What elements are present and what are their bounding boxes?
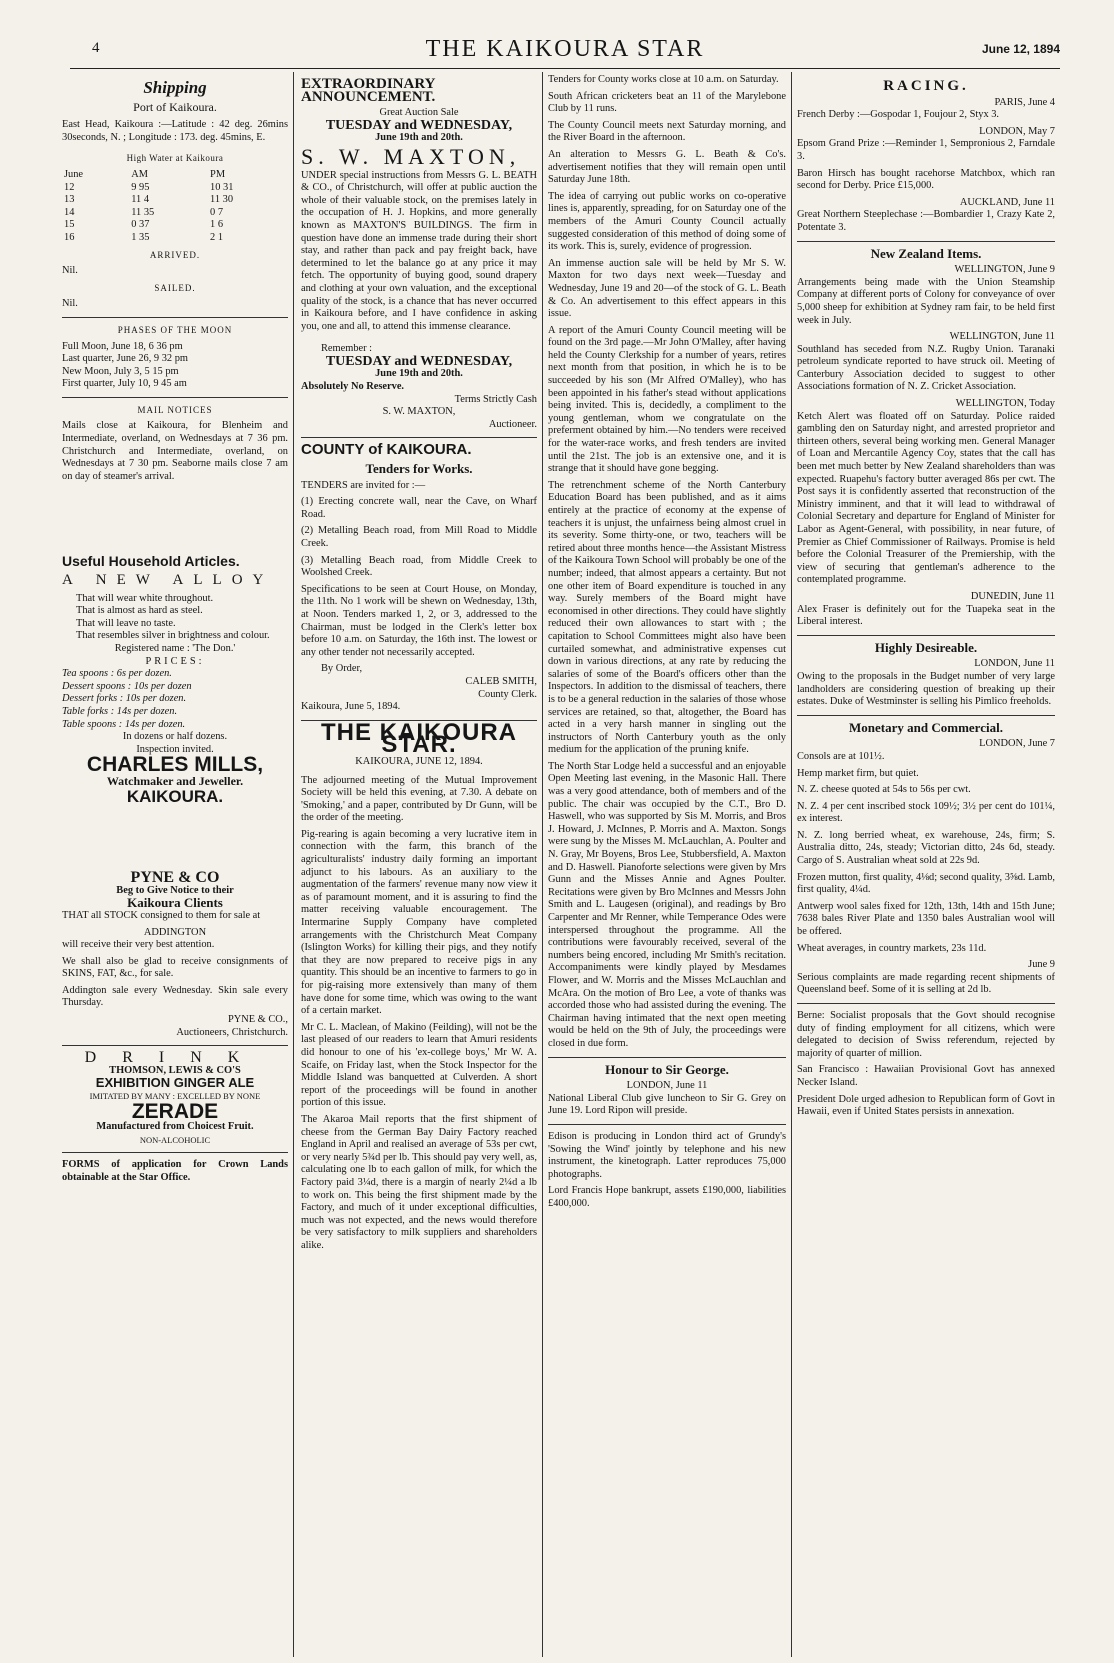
highly-desireable-heading: Highly Desireable. (874, 639, 978, 655)
dateline: WELLINGTON, June 9 (954, 264, 1055, 276)
news-paragraph: South African cricketers beat an 11 of the Marylebone Club by 11 runs. (548, 90, 786, 115)
alloy-heading: A NEW ALLOY (62, 572, 274, 589)
editorial-paragraph: Pig-rearing is again becoming a very lucrative item in connection with the farm, this branch of the agriculturalists' industry daily forming an important adjunct to his labours. As an auxiliary to the augmentation of the farmers' revenue many now view it as of paramount moment, and it is assuring to find the matter receiving valuable encouragement. The Intermarine Supply Company have completed arrangements with the Christchurch Meat Company (Islington Works) for killing their pigs, and they notify that they are now prepared to receive pigs in any quantity. This should be an incentive to farmers to go in for pig-raising more extensively than many of them have done for some time, which was owing to the want of a certain market. (301, 828, 537, 1017)
column-divider (293, 72, 294, 1657)
column-2 (301, 74, 537, 1256)
divider (797, 241, 1055, 242)
tide-cell: 11 35 (131, 206, 155, 218)
news-paragraph: An alteration to Messrs G. L. Beath & Co's. advertisement notifies that they will remain open until Saturday June 18th. (548, 148, 786, 186)
tide-cell: 2 1 (210, 231, 224, 243)
market-item: N. Z. long berried wheat, ex warehouse, 24s, firm; S. Australia ditto, 24s, steady; Victorian ditto, 24s 6d, steady. Cargo of S. Australian wheat sold at 22s 9d. (797, 829, 1055, 867)
dateline: LONDON, June 7 (979, 738, 1055, 750)
divider (548, 1124, 786, 1125)
dateline: June 9 (1028, 959, 1055, 971)
tide-cell: 1 6 (210, 219, 224, 231)
nz-item: Southland has seceded from N.Z. Rugby Union. Taranaki petroleum syndicate reported to have struck oil. Meeting of Canterbury Association decided to suggest to other Associations formation of N. Z. Cricket Association. (797, 343, 1055, 393)
column-divider (791, 72, 792, 1657)
caleb-smith: CALEB SMITH, (465, 675, 537, 687)
drink-heading: DRINK (84, 1049, 266, 1067)
news-paragraph: Tenders for County works close at 10 a.m. on Saturday. (548, 74, 779, 85)
tide-cell: 10 31 (210, 181, 234, 193)
divider (301, 437, 537, 438)
mail-text: Mails close at Kaikoura, for Blenheim and Intermediate, overland, on Wednesdays at 7 36 pm. Christchurch and Intermediate, overland, on Wednesdays at 7 30 pm. Seaborne mails close 7 am on day of steamer's arrival. (62, 420, 288, 482)
arrived-value: Nil. (62, 265, 78, 277)
tide-cell: 0 37 (131, 219, 150, 231)
addington: ADDINGTON (143, 926, 207, 938)
sailed-value: Nil. (62, 298, 78, 310)
column-3 (548, 74, 786, 1214)
tenders-heading: Tenders for Works. (365, 461, 473, 477)
auction-heading: Great Auction Sale (379, 107, 459, 119)
column-divider (542, 72, 543, 1657)
nz-item: Arrangements being made with the Union Steamship Company at different ports of Colony for conveyance of over 5,000 sheep for exhibition at Sydney ram fair, to be held first week in July. (797, 276, 1055, 326)
racing-item: Great Northern Steeplechase :—Bombardier 1, Crazy Kate 2, Potentate 3. (797, 209, 1055, 233)
news-paragraph: National Liberal Club give luncheon to Sir G. Grey on June 19. Lord Ripon will preside. (548, 1092, 786, 1117)
county-heading: COUNTY of KAIKOURA. (301, 441, 472, 459)
dateline: LONDON, May 7 (979, 125, 1055, 137)
news-paragraph: The County Council meets next Saturday morning, and the River Board in the afternoon. (548, 119, 786, 144)
cable-item: Berne: Socialist proposals that the Govt should recognise duty of finding employment for all citizens, which were delegated to decision of Swiss referendum, rejected by majority of quarter of million. (797, 1010, 1055, 1059)
tide-title: High Water at Kaikoura (126, 153, 224, 164)
county-clerk: County Clerk. (478, 688, 537, 700)
pyne-sales: Addington sale every Wednesday. Skin sale every Thursday. (62, 984, 288, 1009)
auction-dates-2: June 19th and 20th. (375, 368, 463, 380)
dateline: PARIS, June 4 (994, 96, 1055, 108)
masthead (70, 30, 1060, 66)
moon-line: First quarter, July 10, 9 45 am (62, 378, 187, 390)
news-paragraph: Lord Francis Hope bankrupt, assets £190,000, liabilities £400,000. (548, 1185, 786, 1209)
dateline: DUNEDIN, June 11 (970, 590, 1055, 602)
registered-name: Registered name : 'The Don.' (114, 643, 236, 654)
divider (62, 1152, 288, 1153)
auction-body: UNDER special instructions from Messrs G. L. BEATH & CO., of Christchurch, will offer at public auction the whole of their valuable stock, on the premises lately in the occupation of H. J. Hopkins, and more generally known as MAXTON'S BUILDINGS. The firm in question have done an immense trade during their short stay, and rather than pack and pay freight back, have determined to let the balance go at any price it may fetch. The opportunity of buying good, sound drapery and clothing at your own valuation, and the exceptional quality of the stock, is a chance that has never occurred in Kaikoura before, and I have confidence in asking you, one and all, to attend this immense clearance. (301, 169, 537, 332)
star-editorial-date: KAIKOURA, JUNE 12, 1894. (355, 755, 483, 767)
market-item: Wheat averages, in country markets, 23s 11d. (797, 942, 987, 954)
star-editorial-title: THE KAIKOURA STAR. (321, 718, 517, 759)
price-line: Tea spoons : 6s per dozen. (62, 668, 172, 680)
auction-dates: June 19th and 20th. (375, 132, 463, 144)
price-line: Dessert forks : 10s per dozen. (62, 693, 187, 705)
cable-item: President Dole urged adhesion to Republican form of Govt in Hawaii, even if United States persists in annexation. (797, 1093, 1055, 1118)
thomson-lewis: THOMSON, LEWIS & CO'S (109, 1064, 241, 1076)
tide-head: AM (131, 168, 148, 180)
maxton-title: Auctioneer. (488, 418, 537, 430)
pyne-notice: Beg to Give Notice to their (116, 884, 234, 896)
tide-table (62, 169, 288, 245)
sailed-heading: SAILED. (154, 282, 196, 293)
news-item: Owing to the proposals in the Budget number of very large landholders are considering question of breaking up their estates. Duke of Westminster is selling his Pimlico freeholds. (797, 670, 1055, 708)
price-line: Dessert spoons : 10s per dozen (62, 680, 192, 692)
zerade-nonalc: NON-ALCOHOLIC (139, 1134, 211, 1145)
editorial-paragraph: Mr C. L. Maclean, of Makino (Feilding), will not be the last pleased of our readers to learn that Amuri residents did honour to one of his 'ex-college boys,' Mr W. A. Scaife, on Friday last, when the Stock Inspector for the Middle Island was banquetted at Culverden. A short report of the proceedings will be found in another portion of this issue. (301, 1021, 537, 1109)
moon-line: New Moon, July 3, 5 15 pm (62, 365, 179, 377)
tide-cell: 15 (64, 219, 75, 231)
news-paragraph: A report of the Amuri County Council meeting will be found on the 3rd page.—Mr John O'Malley, after having held the County Clerkship for a number of years, retires next month from that position, in which he is to be succeeded by his son (Mr Alfred O'Malley), who has been appointed in his father's stead without applications being invited. This is, decidedly, a compliment to the young gentleman, whom we congratulate on the preferment obtained by him.—No tenders were received for the water-race works, and fresh tenders are invited until the 21st. The job is an extensive one, and it is strange that it should have gone begging. (548, 324, 786, 475)
news-paragraph: Edison is producing in London third act of Grundy's 'Sowing the Wind' jointly by telephone and his new instrument, the kinetograph. Latter reproduces 75,000 photographs. (548, 1130, 786, 1180)
market-item: Antwerp wool sales fixed for 12th, 13th, 14th and 15th June; 7638 bales River Plate and 1350 bales Australian wool will be offered. (797, 900, 1055, 938)
honour-heading: Honour to Sir George. (605, 1061, 729, 1077)
crown-lands-forms: FORMS of application for Crown Lands obtainable at the Star Office. (62, 1159, 288, 1183)
news-paragraph: The North Star Lodge held a successful and an enjoyable Open Meeting last evening, in the Masonic Hall. There was a very good attendance, both of members and of the public. The chair was occupied by the C.T., Bro D. Haswell, who was supported by Sis M. Morris, and Bros J. Howard, J. McInnes, P. Morris and A. Maxton. Songs were sung by the Misses M. McLauchlan, A. Poulter and N. Gray, Mr Boyens, Bros Lee, Stubbersfield, A. Maxton and D. Haswell. Pianoforte selections were given by Mrs Gunn and the Misses Annie and Agnes Poulter. Recitations were given by Bro McInnes and Messrs John Smith and L. Laugesen (original), and readings by Bro Carpenter and Mr Renner, while Temperance Odes were interspersed throughout the programme. All the contributions were favourably received, several of the numbers being encored, including Mr Smith's recitation. Accompaniments were kindly played by Mesdames Flower, and W. Morris and the Misses McLauchlan and McAra. On the motion of Bro Lee, a vote of thanks was accorded those who had assisted during the evening. The Chairman having intimated that the next open meeting would be held on the 9th of July, the proceedings were closed in due form. (548, 760, 786, 1049)
terms-cash: Terms Strictly Cash (454, 393, 537, 405)
mail-heading: MAIL NOTICES (137, 404, 213, 415)
shipping-heading: Shipping (143, 78, 207, 97)
zerade: ZERADE (131, 1099, 219, 1123)
prices-heading: PRICES: (145, 655, 205, 667)
price-line: Table forks : 14s per dozen. (62, 705, 178, 717)
zerade-fruit: Manufactured from Choicest Fruit. (96, 1121, 254, 1133)
racing-heading: RACING. (883, 78, 969, 94)
pyne-attention: will receive their very best attention. (62, 939, 215, 951)
kaikoura-address: KAIKOURA. (126, 786, 224, 806)
alloy-line: That is almost as hard as steel. (76, 605, 203, 617)
moon-heading: PHASES OF THE MOON (117, 324, 233, 335)
nz-items-heading: New Zealand Items. (870, 245, 982, 261)
editorial-paragraph: The Akaroa Mail reports that the first shipment of cheese from the German Bay Dairy Factory reached England in April and realised an average of 53s per cwt, or very nearly 5¾d per lb. This should pay very well, as, calculating one lb to each gallon of milk, for which the Factory paid 3¼d, there is a margin of nearly 2¼d a lb to work on. This being the first shipment made by the Factory, and much of it under exceptional difficulties, much was not expected, and the news would therefore be very satisfactory to milk suppliers and shareholders alike. (301, 1113, 537, 1251)
column-1 (62, 74, 288, 1189)
inspection-note: Inspection invited. (136, 743, 214, 755)
tender-body: Specifications to be seen at Court House, on Monday, the 11th. No 1 work will be shewn on Wednesday, 13th, at Noon. Tenders marked 1, 2, or 3, addressed to the Chairman, must be lodged in the Clerk's letter box before 10 a.m. on Saturday, the 16th inst. The lowest or any other tender not necessarily accepted. (301, 583, 537, 658)
tide-head: PM (210, 168, 226, 180)
pyne-signature: PYNE & CO., (227, 1014, 288, 1026)
price-line: Table spoons : 14s per dozen. (62, 718, 186, 730)
nz-item: Alex Fraser is definitely out for the Tuapeka seat in the Liberal interest. (797, 603, 1055, 628)
auction-days-2: TUESDAY and WEDNESDAY, (325, 353, 513, 369)
port-position: East Head, Kaikoura :—Latitude : 42 deg. 26mins 30seconds, N. ; Longitude : 173. deg. 45mins, E. (62, 119, 288, 143)
market-item: N. Z. cheese quoted at 54s to 56s per cwt. (797, 784, 971, 796)
dozens-note: In dozens or half dozens. (122, 731, 228, 743)
divider (62, 317, 288, 318)
tide-head: June (64, 168, 84, 180)
watchmaker: Watchmaker and Jeweller. (106, 773, 244, 788)
racing-item: Epsom Grand Prize :—Reminder 1, Sempronious 2, Farndale 3. (797, 138, 1055, 162)
market-item: N. Z. 4 per cent inscribed stock 109½; 3½ per cent do 101¼, ex interest. (797, 800, 1055, 825)
divider (62, 397, 288, 398)
editorial-paragraph: The adjourned meeting of the Mutual Improvement Society will be held this evening, at 7.30. A debate on 'Smoking,' and a paper, contributed by Dr Gunn, will be the order of the meeting. (301, 774, 537, 824)
pyne-skins: We shall also be glad to receive consignments of SKINS, FAT, &c., for sale. (62, 955, 288, 980)
tenders-invited: TENDERS are invited for :— (301, 479, 426, 491)
tide-row (62, 194, 288, 207)
news-paragraph: An immense auction sale will be held by Mr S. W. Maxton for two days next week—Tuesday and Wednesday, June 19 and 20—of the stock of G. L. Beath & Co. An advertisement to this effect appears in this issue. (548, 257, 786, 320)
newspaper-title: THE KAIKOURA STAR (425, 36, 705, 62)
divider (797, 715, 1055, 716)
dateline: WELLINGTON, June 11 (949, 331, 1055, 343)
alloy-line: That will wear white throughout. (76, 592, 214, 604)
tide-cell: 11 30 (210, 194, 234, 206)
tender-date: Kaikoura, June 5, 1894. (301, 701, 401, 713)
dateline: LONDON, June 11 (974, 658, 1055, 670)
ginger-ale: EXHIBITION GINGER ALE (95, 1075, 255, 1091)
market-item: Consols are at 101½. (797, 750, 885, 762)
tide-row (62, 219, 288, 232)
divider (62, 1045, 288, 1046)
tide-row (62, 232, 288, 245)
no-reserve: Absolutely No Reserve. (301, 381, 405, 393)
divider (797, 1003, 1055, 1004)
market-item: Serious complaints are made regarding recent shipments of Queensland beef. Some of it is selling at 2d lb. (797, 971, 1055, 996)
tide-cell: 1 35 (131, 231, 150, 243)
dateline: AUCKLAND, June 11 (959, 196, 1055, 208)
masthead-rule (70, 68, 1060, 69)
tide-row (62, 207, 288, 220)
news-paragraph: The idea of carrying out public works on co-operative lines is, apparently, spreading, for on Saturday one of the members of the Amuri County Council actually suggested consideration of this method of doing some of its work. This is, surely, evidence of progression. (548, 190, 786, 253)
column-4 (797, 74, 1055, 1123)
tide-header-row (62, 169, 288, 182)
tide-cell: 16 (64, 231, 75, 243)
divider (548, 1057, 786, 1058)
moon-line: Full Moon, June 18, 6 36 pm (62, 340, 183, 352)
nz-item: Ketch Alert was floated off on Saturday. Police raided gambling den on Saturday night, and arrested proprietor and thirteen others, several being working men. General Manager of Loan and Mercantile Agency Coy, states that the call has been met much better by New Zealand shareholders than was expected. Ruapehu's factory butter averaged 86s per cwt. The Post says it is confidently asserted that reconstruction of the Ministry imminent, and that it will lead to withdrawal of Colonial Secretary and departure for England of Minister for Labor as Agent-General, with possibility, in near future, of Premier as Chief Commissioner of Railways. Promise is held before the Colonial Treasurer of the Premiership, with the view of securing that gentleman's adherence to the contemplated programme. (797, 410, 1055, 586)
maxton-heading: S. W. MAXTON, (301, 143, 521, 169)
port-heading: Port of Kaikoura. (133, 99, 217, 114)
racing-item: French Derby :—Gospodar 1, Foujour 2, Styx 3. (797, 109, 1000, 121)
useful-heading: Useful Household Articles. (62, 553, 240, 570)
alloy-line: That will leave no taste. (76, 617, 176, 629)
extraordinary-heading: EXTRAORDINARY ANNOUNCEMENT. (301, 76, 436, 105)
alloy-line: That resembles silver in brightness and colour. (76, 630, 270, 642)
tide-cell: 11 4 (131, 194, 150, 206)
maxton-signature: S. W. MAXTON, (382, 406, 456, 418)
page-number: 4 (92, 40, 100, 56)
pyne-auctioneers: Auctioneers, Christchurch. (176, 1026, 288, 1038)
pyne-clients: Kaikoura Clients (127, 895, 223, 911)
cable-item: San Francisco : Hawaiian Provisional Govt has annexed Necker Island. (797, 1064, 1055, 1088)
pyne-stock: THAT all STOCK consigned to them for sale at (62, 909, 261, 921)
market-item: Frozen mutton, first quality, 4⅛d; second quality, 3⅝d. Lamb, first quality, 4¼d. (797, 871, 1055, 896)
tide-row (62, 182, 288, 195)
divider (797, 635, 1055, 636)
issue-date: June 12, 1894 (981, 42, 1060, 56)
tide-cell: 14 (64, 206, 75, 218)
arrived-heading: ARRIVED. (149, 249, 201, 260)
monetary-heading: Monetary and Commercial. (849, 719, 1003, 735)
tide-cell: 13 (64, 194, 75, 206)
moon-line: Last quarter, June 26, 9 32 pm (62, 353, 188, 365)
dateline: WELLINGTON, Today (955, 398, 1055, 410)
racing-item: Baron Hirsch has bought racehorse Matchbox, which ran second for Derby. Price £15,000. (797, 167, 1055, 192)
tender-item: (1) Erecting concrete wall, near the Cave, on Wharf Road. (301, 496, 537, 520)
tide-cell: 9 95 (131, 181, 150, 193)
imitated: IMITATED BY MANY : EXCELLED BY NONE (89, 1091, 261, 1102)
market-item: Hemp market firm, but quiet. (797, 767, 919, 779)
remember: Remember : (321, 343, 373, 355)
tender-item: (3) Metalling Beach road, from Middle Creek to Woolshed Creek. (301, 554, 537, 579)
tide-cell: 0 7 (210, 206, 224, 218)
charles-mills: CHARLES MILLS, (86, 753, 264, 777)
tender-item: (2) Metalling Beach road, from Mill Road to Middle Creek. (301, 525, 537, 549)
tide-cell: 12 (64, 181, 75, 193)
news-paragraph: The retrenchment scheme of the North Canterbury Education Board has been published, and as it aims entirely at the practice of economy at the expense of teachers it is unjust, the unfairness being almost cruel in its severity. Some thirty-one, or two, teachers will be retired about three months hence—the Assistant Mistress of the Kaikoura Town School will probably be one of the number; indeed, that almost appears a certainty. But not one other item of Board expenditure is touched in any way. Surely members of the Board might have economised in other directions. They could have slightly reduced their own allowances to start with ; the capitation to School Committees might also have been curtailed somewhat, and administrative expenses cut down in various directions, at any rate by reducing the salaries of some of the Board's officers other than the Inspectors. In addition to the dismissal of teachers, there is to be a general reduction in the salaries of those whose services are retained, so that, altogether, the Board has acted in a very harsh manner in singling out the instructors of North Canterbury youth as the only medium for the application of the pruning knife. (548, 479, 786, 756)
pyne-heading: PYNE & CO (130, 869, 220, 887)
london-dateline: LONDON, June 11 (626, 1080, 708, 1092)
auction-days: TUESDAY and WEDNESDAY, (325, 117, 513, 133)
by-order: By Order, (321, 663, 363, 675)
